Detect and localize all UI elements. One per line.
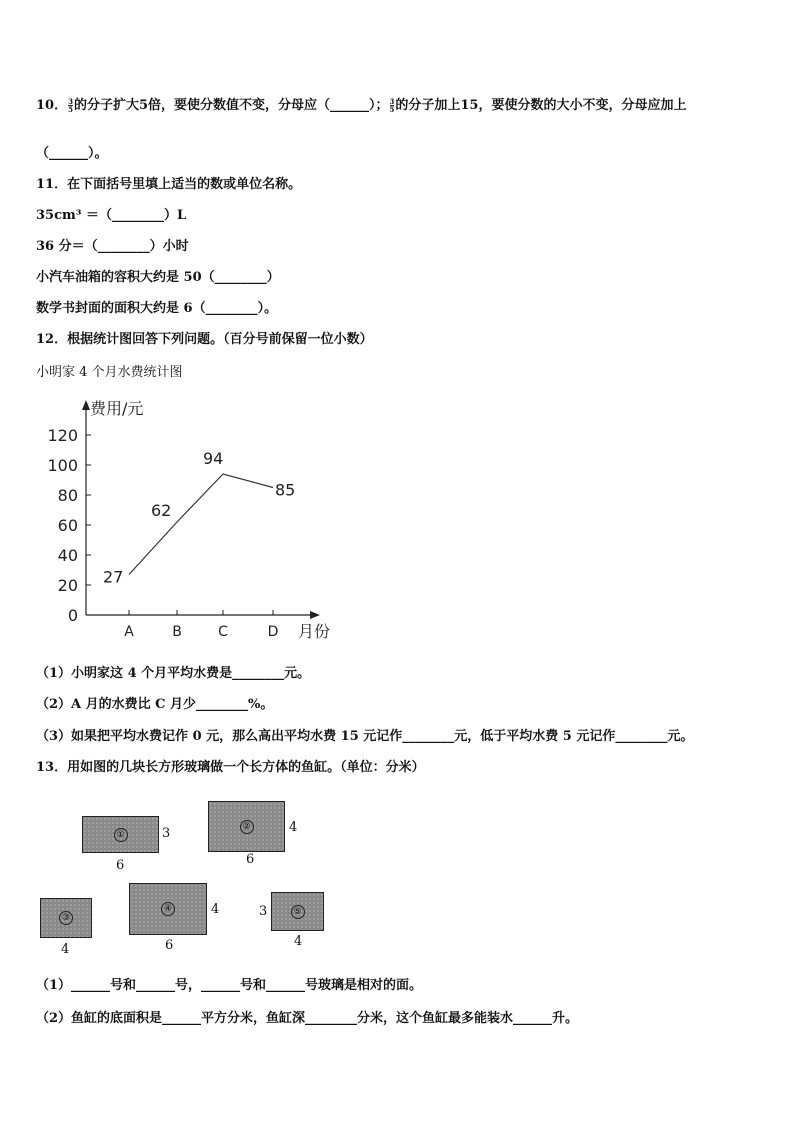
x-axis-arrow xyxy=(310,611,320,619)
question-11-line3: 小汽车油箱的容积大约是 50（________） xyxy=(36,270,280,285)
question-12-sub1: （1）小明家这 4 个月平均水费是________元。 xyxy=(36,666,311,681)
glass-panel-1 xyxy=(82,816,159,853)
water-fee-line-chart xyxy=(40,392,340,647)
glass-panel-4 xyxy=(129,883,207,935)
glass-label: ⑤ xyxy=(291,905,305,919)
fraction: $\frac{3}{5}$ xyxy=(389,97,395,114)
x-axis-label: 月份 xyxy=(298,622,331,641)
glass-4-width: 6 xyxy=(165,938,174,953)
data-label: 27 xyxy=(103,567,124,587)
chart-title: 小明家 4 个月水费统计图 xyxy=(36,365,183,380)
x-tick-label: B xyxy=(172,624,182,640)
question-10-line1 xyxy=(36,97,686,115)
glass-panel-5 xyxy=(271,892,324,931)
data-label: 62 xyxy=(151,501,172,520)
glass-label: ④ xyxy=(161,902,175,916)
y-axis-ticks xyxy=(47,426,91,625)
glass-label: ② xyxy=(240,820,254,834)
y-tick-label: 120 xyxy=(47,426,78,445)
question-10-number: 10． xyxy=(36,98,68,113)
glass-panel-2 xyxy=(208,801,285,852)
question-10-part1: 的分子扩大5倍，要使分数值不变，分母应（______）； xyxy=(73,98,389,113)
y-tick-label: 60 xyxy=(57,516,78,535)
question-12-sub2: （2）A 月的水费比 C 月少________%。 xyxy=(36,697,274,712)
y-tick-label: 20 xyxy=(57,576,78,595)
question-11-title: 11．在下面括号里填上适当的数或单位名称。 xyxy=(36,177,302,192)
question-11-line2: 36 分＝（________）小时 xyxy=(36,239,189,254)
question-13-sub1: （1）______号和______号，______号和______号玻璃是相对的面。 xyxy=(36,978,423,993)
glass-panel-3 xyxy=(40,898,92,938)
question-10-part2: 的分子加上15，要使分数的大小不变，分母应加上 xyxy=(395,98,687,113)
question-12-sub3: （3）如果把平均水费记作 0 元，那么高出平均水费 15 元记作________元，低于平均水费 5 元记作________元。 xyxy=(36,729,694,744)
y-axis-label: 费用/元 xyxy=(90,399,144,418)
glass-5-height: 3 xyxy=(259,904,268,919)
glass-3-width: 4 xyxy=(61,942,70,957)
question-10-line2: （______）。 xyxy=(36,146,108,161)
y-axis-arrow xyxy=(82,400,90,410)
glass-1-height: 3 xyxy=(162,826,171,841)
question-13-sub2: （2）鱼缸的底面积是______平方分米，鱼缸深________分米，这个鱼缸最多能装水______升。 xyxy=(36,1011,579,1026)
series xyxy=(103,449,295,587)
glass-5-width: 4 xyxy=(294,934,303,949)
x-tick-label: D xyxy=(267,624,279,640)
glass-1-width: 6 xyxy=(116,858,125,873)
question-11-line4: 数学书封面的面积大约是 6（________）。 xyxy=(36,301,278,316)
y-tick-label: 80 xyxy=(57,486,78,505)
x-tick-label: C xyxy=(218,624,228,640)
fraction: $\frac{3}{5}$ xyxy=(68,97,73,114)
data-label: 85 xyxy=(275,480,296,500)
glass-label: ③ xyxy=(59,911,73,925)
y-tick-label: 40 xyxy=(57,546,78,565)
question-11-line1: 35cm³ ＝（________）L xyxy=(36,208,187,223)
series-line xyxy=(129,474,273,575)
glass-4-height: 4 xyxy=(211,902,220,917)
glass-2-height: 4 xyxy=(289,820,298,835)
y-tick-label: 100 xyxy=(47,456,78,475)
data-label: 94 xyxy=(203,449,224,468)
y-tick-label: 0 xyxy=(67,606,78,625)
glass-label: ① xyxy=(114,828,128,842)
question-12-title: 12．根据统计图回答下列问题。（百分号前保留一位小数） xyxy=(36,332,373,347)
question-13-title: 13．用如图的几块长方形玻璃做一个长方体的鱼缸。（单位：分米） xyxy=(36,760,425,775)
x-tick-label: A xyxy=(124,624,134,640)
glass-2-width: 6 xyxy=(246,852,255,867)
